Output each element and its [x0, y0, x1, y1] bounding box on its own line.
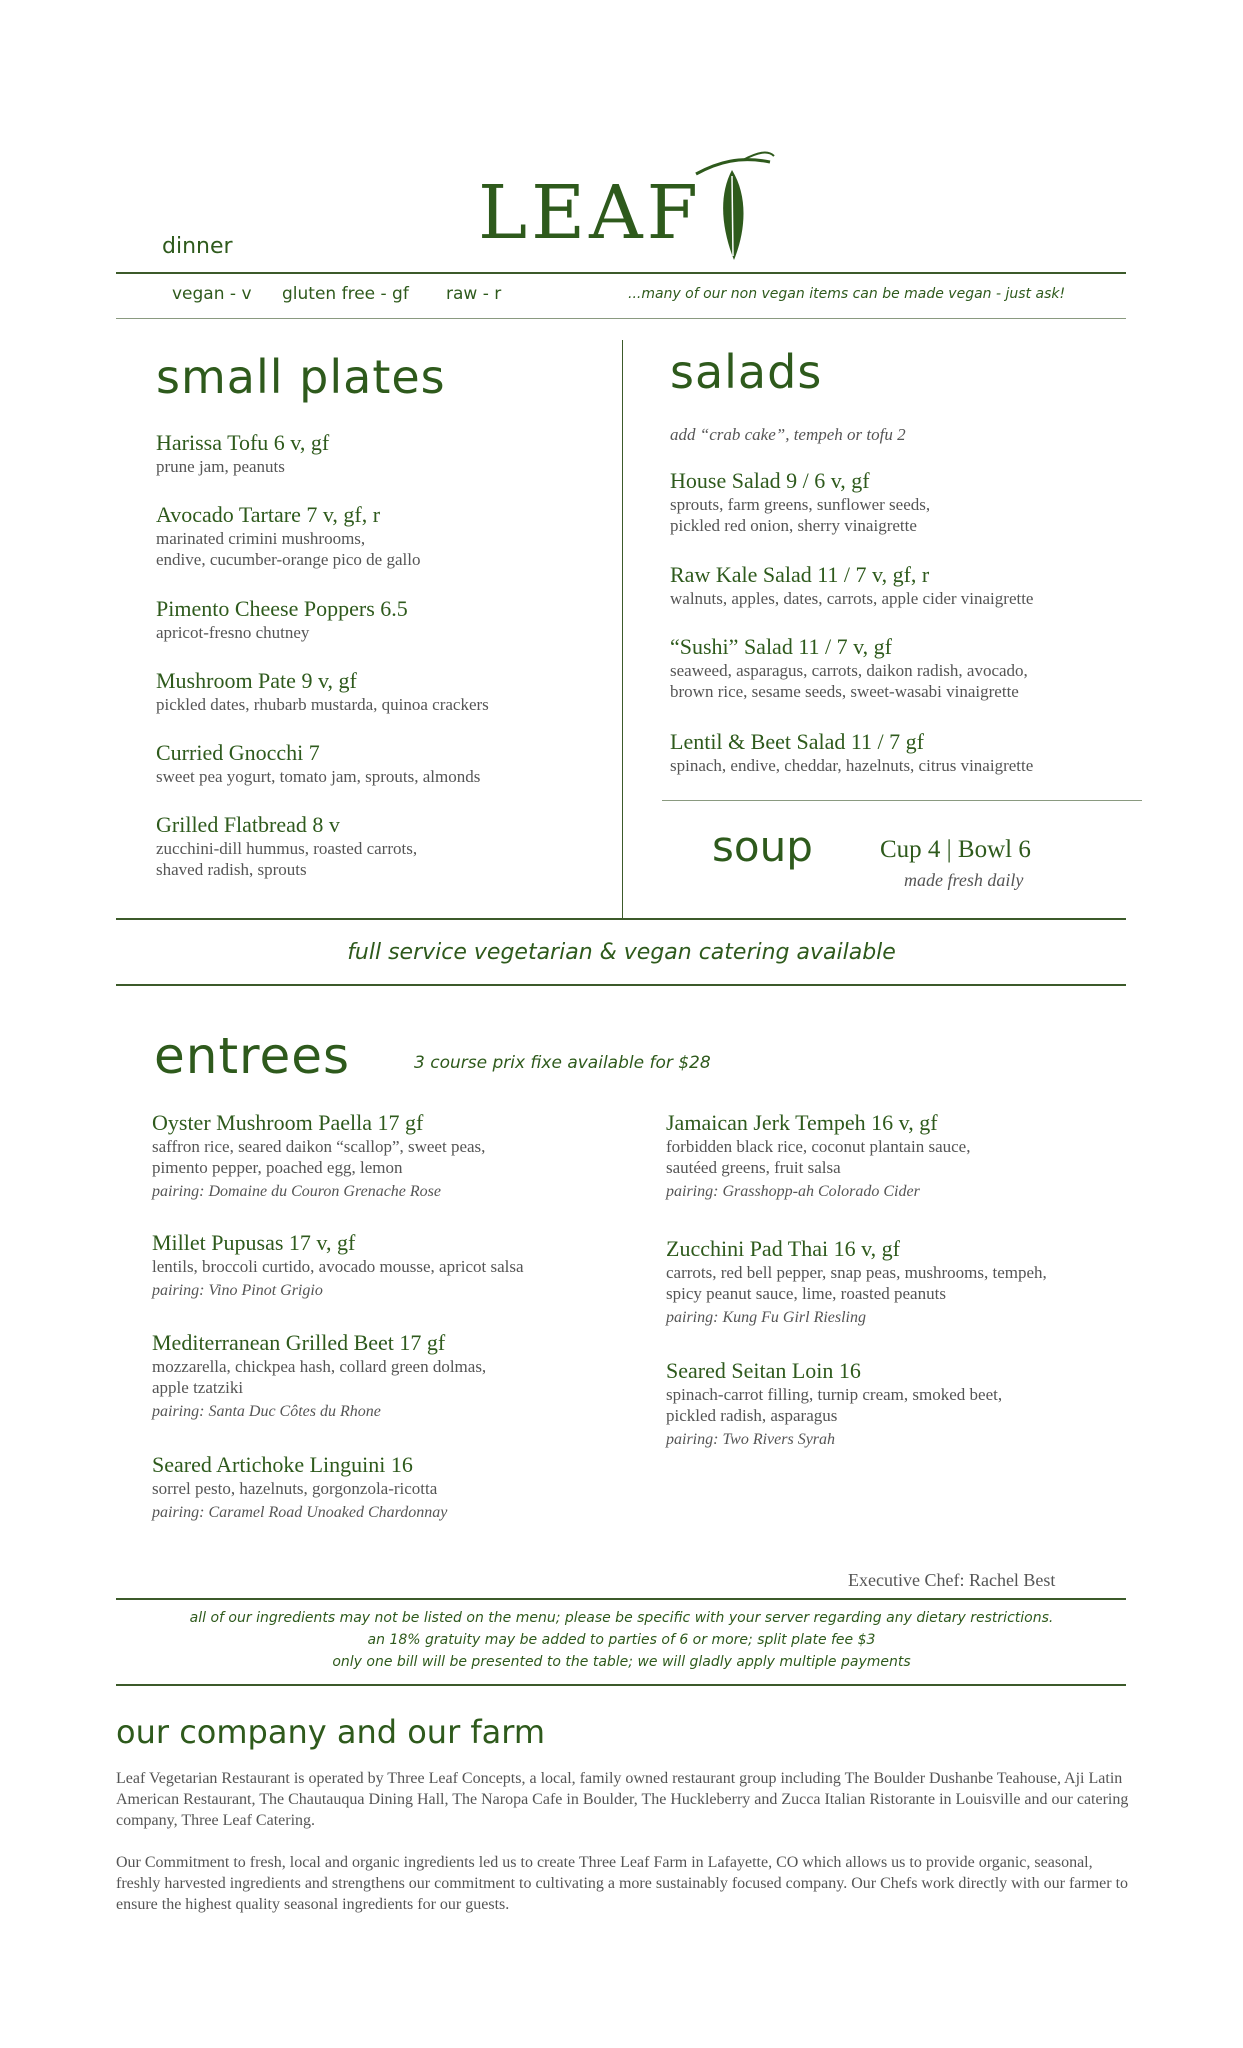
column-divider — [622, 340, 623, 920]
farm-paragraph: Our Commitment to fresh, local and organic ingredients led us to create Three Leaf Farm in Lafayette, CO which allows us to provide organic, seasonal, freshly harvested ingredients and strengthens our commitment to cultivating a more sustainably focused company. Our Chefs work directly with our farmer to ensure the highest quality seasonal ingredients for our guests. — [116, 1854, 1129, 1913]
item-pairing: pairing: Santa Duc Côtes du Rhone — [152, 1403, 381, 1420]
menu-item — [670, 562, 1130, 609]
item-pairing: pairing: Domaine du Couron Grenache Rose — [152, 1183, 441, 1200]
disclaimer-divider-top — [116, 1598, 1126, 1600]
legend-vegan: vegan - v — [172, 284, 252, 304]
item-name: Millet Pupusas 17 v, gf — [152, 1230, 356, 1255]
meal-label: dinner — [162, 234, 233, 259]
item-name: Lentil & Beet Salad 11 / 7 gf — [670, 729, 924, 754]
menu-item — [666, 1236, 1146, 1330]
small-plates-title: small plates — [156, 350, 446, 404]
menu-item — [666, 1358, 1146, 1452]
leaf-logo-icon — [688, 148, 778, 268]
item-desc: saffron rice, seared daikon “scallop”, sweet peas, pimento pepper, poached egg, lemon — [152, 1137, 486, 1177]
item-name: Pimento Cheese Poppers 6.5 — [156, 596, 408, 621]
catering-banner: full service vegetarian & vegan catering available — [347, 940, 896, 965]
soup-price: Cup 4 | Bowl 6 — [880, 836, 1031, 863]
item-desc: prune jam, peanuts — [156, 457, 285, 476]
menu-item — [156, 430, 626, 477]
item-desc: sprouts, farm greens, sunflower seeds, pickled red onion, sherry vinaigrette — [670, 495, 931, 535]
header-divider-top — [116, 272, 1126, 274]
item-pairing: pairing: Two Rivers Syrah — [666, 1431, 836, 1448]
item-pairing: pairing: Vino Pinot Grigio — [152, 1282, 323, 1299]
item-name: Mushroom Pate 9 v, gf — [156, 668, 357, 693]
item-name: Raw Kale Salad 11 / 7 v, gf, r — [670, 562, 930, 587]
soup-title: soup — [712, 822, 813, 871]
menu-item — [152, 1110, 622, 1204]
item-desc: forbidden black rice, coconut plantain sauce, sautéed greens, fruit salsa — [666, 1137, 971, 1177]
item-name: Grilled Flatbread 8 v — [156, 812, 340, 837]
item-desc: apricot-fresno chutney — [156, 623, 310, 642]
company-paragraph: Leaf Vegetarian Restaurant is operated by Three Leaf Concepts, a local, family owned restaurant group including The Boulder Dushanbe Teahouse, Aji Latin American Restaurant, The Chautauqua Dining Hall, The Naropa Cafe in Boulder, The Huckleberry and Zucca Italian Ristorante in Louisville and our catering company, Three Leaf Catering. — [116, 1770, 1129, 1829]
item-desc: walnuts, apples, dates, carrots, apple cider vinaigrette — [670, 589, 1034, 608]
item-pairing: pairing: Grasshopp-ah Colorado Cider — [666, 1183, 920, 1200]
disclaimer-line: an 18% gratuity may be added to parties of 6 or more; split plate fee $3 — [367, 1632, 876, 1648]
item-name: Mediterranean Grilled Beet 17 gf — [152, 1330, 446, 1355]
menu-item — [152, 1230, 622, 1303]
item-desc: marinated crimini mushrooms, endive, cucumber-orange pico de gallo — [156, 529, 421, 569]
menu-item — [156, 596, 626, 643]
menu-item — [156, 812, 626, 880]
item-desc: pickled dates, rhubarb mustarda, quinoa crackers — [156, 695, 489, 714]
disclaimer-divider-bottom — [116, 1684, 1126, 1686]
item-desc: sorrel pesto, hazelnuts, gorgonzola-ricotta — [152, 1479, 438, 1498]
item-desc: seaweed, asparagus, carrots, daikon radish, avocado, brown rice, sesame seeds, sweet-wasabi vinaigrette — [670, 661, 1028, 701]
menu-item — [670, 468, 1130, 536]
item-name: Seared Artichoke Linguini 16 — [152, 1452, 413, 1477]
company-title: our company and our farm — [116, 1713, 546, 1751]
item-name: Avocado Tartare 7 v, gf, r — [156, 502, 381, 527]
menu-item — [152, 1330, 622, 1424]
item-desc: spinach, endive, cheddar, hazelnuts, citrus vinaigrette — [670, 756, 1034, 775]
item-desc: lentils, broccoli curtido, avocado mousse, apricot salsa — [152, 1257, 524, 1276]
menu-item — [156, 740, 626, 787]
item-name: House Salad 9 / 6 v, gf — [670, 468, 870, 493]
item-name: “Sushi” Salad 11 / 7 v, gf — [670, 634, 893, 659]
disclaimer-line: only one bill will be presented to the table; we will gladly apply multiple payments — [332, 1654, 911, 1670]
item-pairing: pairing: Caramel Road Unoaked Chardonnay — [152, 1504, 448, 1521]
item-name: Jamaican Jerk Tempeh 16 v, gf — [666, 1110, 938, 1135]
salads-title: salads — [670, 345, 823, 399]
soup-note: made fresh daily — [904, 870, 1024, 890]
item-name: Curried Gnocchi 7 — [156, 740, 320, 765]
item-desc: spinach-carrot filling, turnip cream, smoked beet, pickled radish, asparagus — [666, 1385, 1003, 1425]
menu-item — [670, 729, 1130, 776]
item-desc: zucchini-dill hummus, roasted carrots, shaved radish, sprouts — [156, 839, 418, 879]
salads-add-on-note: add “crab cake”, tempeh or tofu 2 — [670, 425, 906, 444]
entrees-title: entrees — [154, 1027, 351, 1085]
header-divider-bottom — [116, 318, 1126, 319]
item-name: Harissa Tofu 6 v, gf — [156, 430, 330, 455]
item-name: Oyster Mushroom Paella 17 gf — [152, 1110, 424, 1135]
item-pairing: pairing: Kung Fu Girl Riesling — [666, 1309, 866, 1326]
item-desc: mozzarella, chickpea hash, collard green dolmas, apple tzatziki — [152, 1357, 487, 1397]
catering-divider-top — [116, 918, 1126, 920]
disclaimer-line: all of our ingredients may not be listed on the menu; please be specific with your server regarding any dietary restrictions. — [189, 1610, 1054, 1626]
soup-divider — [662, 800, 1142, 801]
legend-gluten-free: gluten free - gf — [282, 284, 409, 304]
item-name: Zucchini Pad Thai 16 v, gf — [666, 1236, 901, 1261]
prix-fixe-note: 3 course prix fixe available for $28 — [414, 1053, 711, 1073]
logo-text: LEAF — [478, 170, 702, 256]
menu-item — [156, 668, 626, 715]
item-desc: carrots, red bell pepper, snap peas, mushrooms, tempeh, spicy peanut sauce, lime, roasted peanuts — [666, 1263, 1047, 1303]
legend-raw: raw - r — [446, 284, 502, 304]
item-desc: sweet pea yogurt, tomato jam, sprouts, almonds — [156, 767, 481, 786]
item-name: Seared Seitan Loin 16 — [666, 1358, 861, 1383]
menu-item — [152, 1452, 622, 1525]
legend-note: ...many of our non vegan items can be made vegan - just ask! — [628, 286, 1066, 302]
menu-item — [670, 634, 1130, 702]
menu-item — [666, 1110, 1146, 1204]
menu-item — [156, 502, 626, 570]
catering-divider-bottom — [116, 984, 1126, 986]
executive-chef: Executive Chef: Rachel Best — [848, 1570, 1056, 1590]
